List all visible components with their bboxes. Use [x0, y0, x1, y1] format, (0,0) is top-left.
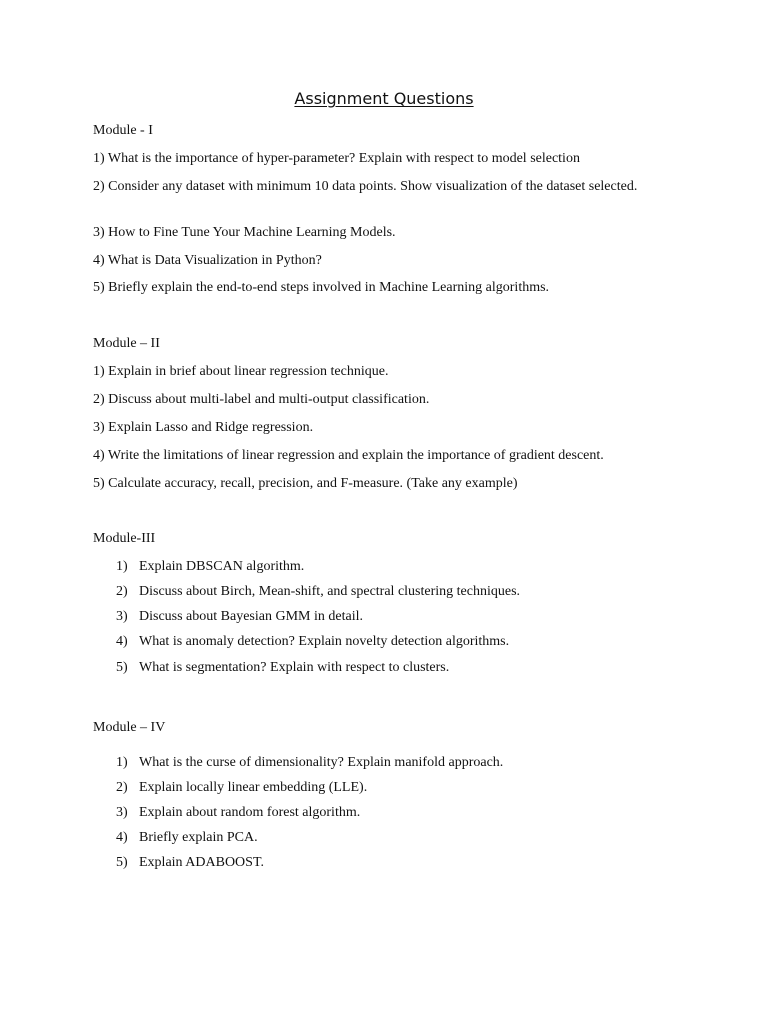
list-number: 5) — [116, 855, 128, 870]
module-2-question-2: 2) Discuss about multi-label and multi-output classification. — [93, 392, 430, 407]
list-number: 4) — [116, 830, 128, 845]
module-3-heading: Module-III — [93, 531, 156, 546]
module-3-list-item-3 — [116, 608, 676, 626]
list-item-text: Briefly explain PCA. — [139, 830, 258, 845]
list-item-text: Explain DBSCAN algorithm. — [139, 559, 305, 574]
module-2-question-3: 3) Explain Lasso and Ridge regression. — [93, 420, 314, 435]
list-number: 4) — [116, 634, 128, 649]
list-item-text: Explain locally linear embedding (LLE). — [139, 780, 368, 795]
module-1-heading: Module - I — [93, 123, 153, 138]
module-3-list-item-2 — [116, 583, 676, 601]
module-4-list-item-2 — [116, 779, 676, 797]
list-number: 3) — [116, 805, 128, 820]
module-4-list-item-5 — [116, 854, 676, 872]
list-item-text: Discuss about Birch, Mean-shift, and spectral clustering techniques. — [139, 584, 521, 599]
module-4-heading: Module – IV — [93, 720, 166, 735]
list-number: 1) — [116, 559, 128, 574]
module-1-question-1: 1) What is the importance of hyper-parameter? Explain with respect to model selection — [93, 151, 580, 166]
module-2-heading: Module – II — [93, 336, 160, 351]
list-number: 2) — [116, 584, 128, 599]
module-3-list-item-5 — [116, 659, 676, 677]
module-1-question-4: 4) What is Data Visualization in Python? — [93, 253, 322, 268]
module-2-question-1: 1) Explain in brief about linear regression technique. — [93, 364, 389, 379]
module-2-question-5: 5) Calculate accuracy, recall, precision, and F-measure. (Take any example) — [93, 476, 518, 491]
module-3-list-item-4 — [116, 633, 676, 651]
list-number: 3) — [116, 609, 128, 624]
list-item-text: Explain about random forest algorithm. — [139, 805, 361, 820]
module-1-question-2: 2) Consider any dataset with minimum 10 data points. Show visualization of the dataset selected. — [93, 179, 638, 194]
list-item-text: What is segmentation? Explain with respect to clusters. — [139, 660, 450, 675]
module-3-list-item-1 — [116, 558, 676, 576]
list-item-text: What is the curse of dimensionality? Explain manifold approach. — [139, 755, 504, 770]
module-2-question-4: 4) Write the limitations of linear regression and explain the importance of gradient descent. — [93, 448, 604, 463]
list-item-text: Discuss about Bayesian GMM in detail. — [139, 609, 363, 624]
list-number: 1) — [116, 755, 128, 770]
list-item-text: Explain ADABOOST. — [139, 855, 264, 870]
list-item-text: What is anomaly detection? Explain novelty detection algorithms. — [139, 634, 510, 649]
module-4-list-item-3 — [116, 804, 676, 822]
module-1-question-3: 3) How to Fine Tune Your Machine Learning Models. — [93, 225, 396, 240]
module-1-question-5: 5) Briefly explain the end-to-end steps involved in Machine Learning algorithms. — [93, 280, 550, 295]
list-number: 5) — [116, 660, 128, 675]
list-number: 2) — [116, 780, 128, 795]
module-4-list-item-1 — [116, 754, 676, 772]
page-title: Assignment Questions — [294, 89, 474, 108]
module-4-list-item-4 — [116, 829, 676, 847]
